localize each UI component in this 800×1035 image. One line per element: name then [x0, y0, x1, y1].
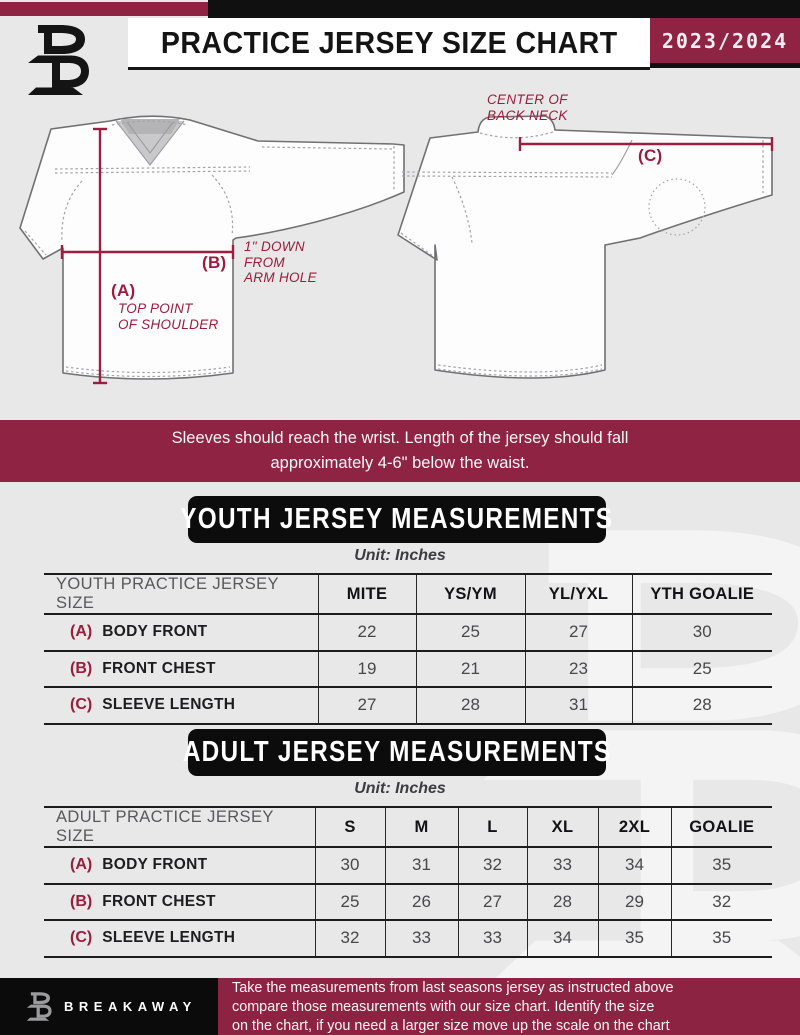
value-cell: 30 — [315, 847, 385, 884]
footer-brand-panel — [0, 978, 218, 1035]
value-cell: 35 — [671, 920, 772, 957]
value-cell: 19 — [318, 651, 416, 688]
table-row — [44, 614, 772, 651]
season-label: 2023/2024 — [661, 28, 789, 53]
label-b-tag: (B) — [202, 253, 227, 272]
footer-line-2: compare those measurements with our size chart. Identify the size — [232, 999, 655, 1016]
value-cell: 33 — [385, 920, 458, 957]
jersey-diagram-art — [0, 85, 800, 420]
breakaway-b-logo-footer — [26, 991, 52, 1022]
size-col-header: YL/YXL — [525, 574, 632, 614]
value-cell: 35 — [671, 847, 772, 884]
value-cell: 30 — [632, 614, 772, 651]
value-cell: 32 — [671, 884, 772, 921]
brand-name: BREAKAWAY — [64, 999, 197, 1014]
size-col-header: 2XL — [598, 807, 671, 847]
table-header-row — [44, 807, 772, 847]
page-title: PRACTICE JERSEY SIZE CHART — [160, 24, 618, 60]
size-col-header: MITE — [318, 574, 416, 614]
value-cell: 23 — [525, 651, 632, 688]
table-row — [44, 847, 772, 884]
footer-line-3: on the chart, if you need a larger size move up the scale on the chart — [232, 1017, 670, 1034]
row-label: (B) FRONT CHEST — [70, 659, 216, 677]
row-label: (B) FRONT CHEST — [70, 892, 216, 910]
value-cell: 35 — [598, 920, 671, 957]
value-cell: 27 — [318, 687, 416, 724]
value-cell: 31 — [525, 687, 632, 724]
size-col-header: GOALIE — [671, 807, 772, 847]
value-cell: 27 — [525, 614, 632, 651]
value-cell: 25 — [632, 651, 772, 688]
size-col-header: M — [385, 807, 458, 847]
value-cell: 32 — [458, 847, 527, 884]
value-cell: 28 — [632, 687, 772, 724]
label-c-tag: (C) — [638, 146, 663, 165]
label-c-note: CENTER OF BACK NECK — [487, 92, 568, 123]
table-row — [44, 687, 772, 724]
row-label: (C) SLEEVE LENGTH — [70, 696, 236, 714]
row-label: (C) SLEEVE LENGTH — [70, 929, 236, 947]
adult-size-table — [44, 806, 772, 958]
footer-line-1: Take the measurements from last seasons jersey as instructed above — [232, 980, 674, 997]
notice-line-1: Sleeves should reach the wrist. Length of the jersey should fall — [171, 429, 629, 447]
footer-instructions — [218, 978, 800, 1035]
value-cell: 27 — [458, 884, 527, 921]
value-cell: 26 — [385, 884, 458, 921]
adult-section-heading: ADULT JERSEY MEASUREMENTS — [188, 729, 606, 776]
value-cell: 29 — [598, 884, 671, 921]
jersey-diagrams — [0, 85, 800, 420]
value-cell: 31 — [385, 847, 458, 884]
youth-section-heading: YOUTH JERSEY MEASUREMENTS — [188, 496, 606, 543]
row-label: (A) BODY FRONT — [70, 856, 208, 874]
table-header-row — [44, 574, 772, 614]
adult-unit-label: Unit: Inches — [354, 780, 446, 797]
size-col-header: YTH GOALIE — [632, 574, 772, 614]
value-cell: 28 — [527, 884, 598, 921]
title-banner — [128, 18, 650, 67]
front-jersey-diagram — [20, 116, 404, 379]
header-maroon-strip — [0, 2, 208, 16]
size-col-header: L — [458, 807, 527, 847]
size-col-header: YS/YM — [416, 574, 525, 614]
value-cell: 33 — [458, 920, 527, 957]
value-cell: 28 — [416, 687, 525, 724]
table-row — [44, 884, 772, 921]
youth-unit-label: Unit: Inches — [354, 547, 446, 564]
size-col-header: S — [315, 807, 385, 847]
size-col-header: XL — [527, 807, 598, 847]
value-cell: 32 — [315, 920, 385, 957]
youth-size-table — [44, 573, 772, 725]
value-cell: 25 — [416, 614, 525, 651]
back-jersey-diagram — [398, 116, 772, 378]
row-label: (A) BODY FRONT — [70, 623, 208, 641]
col-header: YOUTH PRACTICE JERSEY SIZE — [56, 575, 279, 612]
value-cell: 34 — [527, 920, 598, 957]
label-b-note: 1" DOWN FROM ARM HOLE — [244, 239, 317, 285]
table-row — [44, 920, 772, 957]
fit-notice-banner — [0, 420, 800, 482]
season-badge — [650, 18, 800, 63]
value-cell: 21 — [416, 651, 525, 688]
value-cell: 25 — [315, 884, 385, 921]
value-cell: 22 — [318, 614, 416, 651]
value-cell: 33 — [527, 847, 598, 884]
notice-line-2: approximately 4-6" below the waist. — [270, 454, 530, 472]
value-cell: 34 — [598, 847, 671, 884]
label-a-note: TOP POINT OF SHOULDER — [118, 301, 219, 332]
col-header: ADULT PRACTICE JERSEY SIZE — [56, 808, 274, 845]
table-row — [44, 651, 772, 688]
label-a-tag: (A) — [111, 281, 136, 300]
